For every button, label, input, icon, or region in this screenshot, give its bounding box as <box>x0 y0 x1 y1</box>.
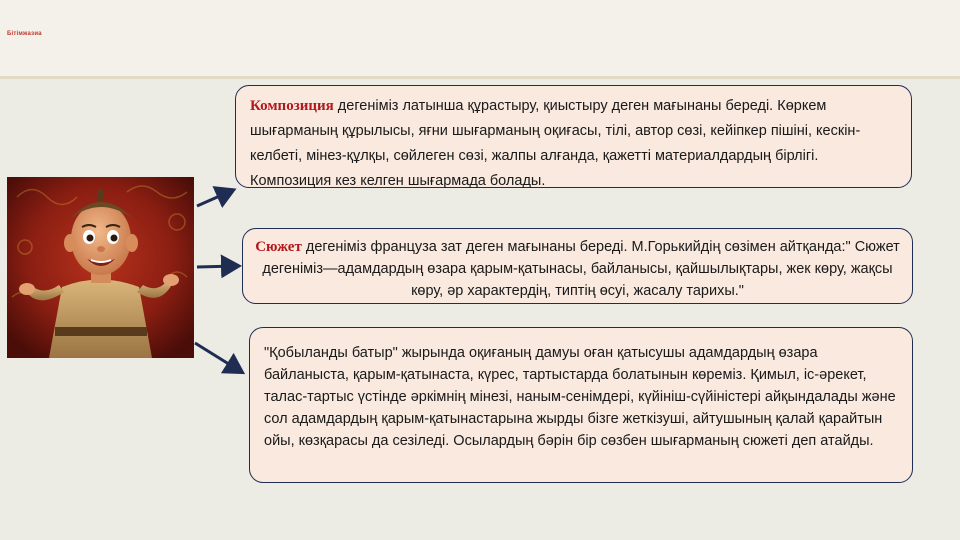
boy-character-photo <box>7 177 194 358</box>
arrow-to-composition <box>197 191 231 206</box>
plot-text: дегеніміз француза зат деген мағынаны береді. М.Горькийдің сөзімен айтқанда:" Сюжет дегеніміз—адамдардың өзара қарым-қатынасы, байланысы, қайшылықтары, жек көру, жақсы көру, әр характердің, типтің өсуі, жасалу тарихы." <box>262 239 900 299</box>
arrow-to-plot <box>197 266 236 267</box>
composition-definition-box <box>235 85 912 188</box>
example-text: "Қобыланды батыр" жырында оқиғаның дамуы оған қатысушы адамдардың өзара байланыста, қарым-қатынаста, күрес, тартыстарда болатынын көреміз. Қимыл, іс-әрекет, талас-тартыс үстінде әркімнің мінезі, наным-сенімдері, күйініш-сүйіністері айқындалады және сол адамдардың қарым-қатынастарына жырды бізге жеткізуші, айтушының қалай қарайтын ойы, көзқарасы да сезіледі. Осылардың бәрін бір сөзбен шығарманың сюжеті деп атайды. <box>264 345 896 449</box>
slide-header <box>0 0 960 76</box>
arrow-to-example <box>195 343 240 371</box>
plot-definition-box <box>242 228 913 304</box>
composition-keyword: Композиция <box>250 98 334 114</box>
header-divider <box>0 76 960 79</box>
header-title: Бітімжазиа <box>7 31 42 37</box>
composition-text: дегеніміз латынша құрастыру, қиыстыру деген мағынаны береді. Көркем шығарманың құрылысы, яғни шығарманың оқиғасы, тілі, автор сөзі, кейіпкер пішіні, кескін-келбеті, мінез-құлқы, сөйлеген сөзі, жалпы алғанда, қажетті материалдардың бірлігі. Композиция кез келген шығармада болады. <box>250 98 861 189</box>
plot-example-box <box>249 327 913 483</box>
plot-keyword: Сюжет <box>255 239 302 255</box>
